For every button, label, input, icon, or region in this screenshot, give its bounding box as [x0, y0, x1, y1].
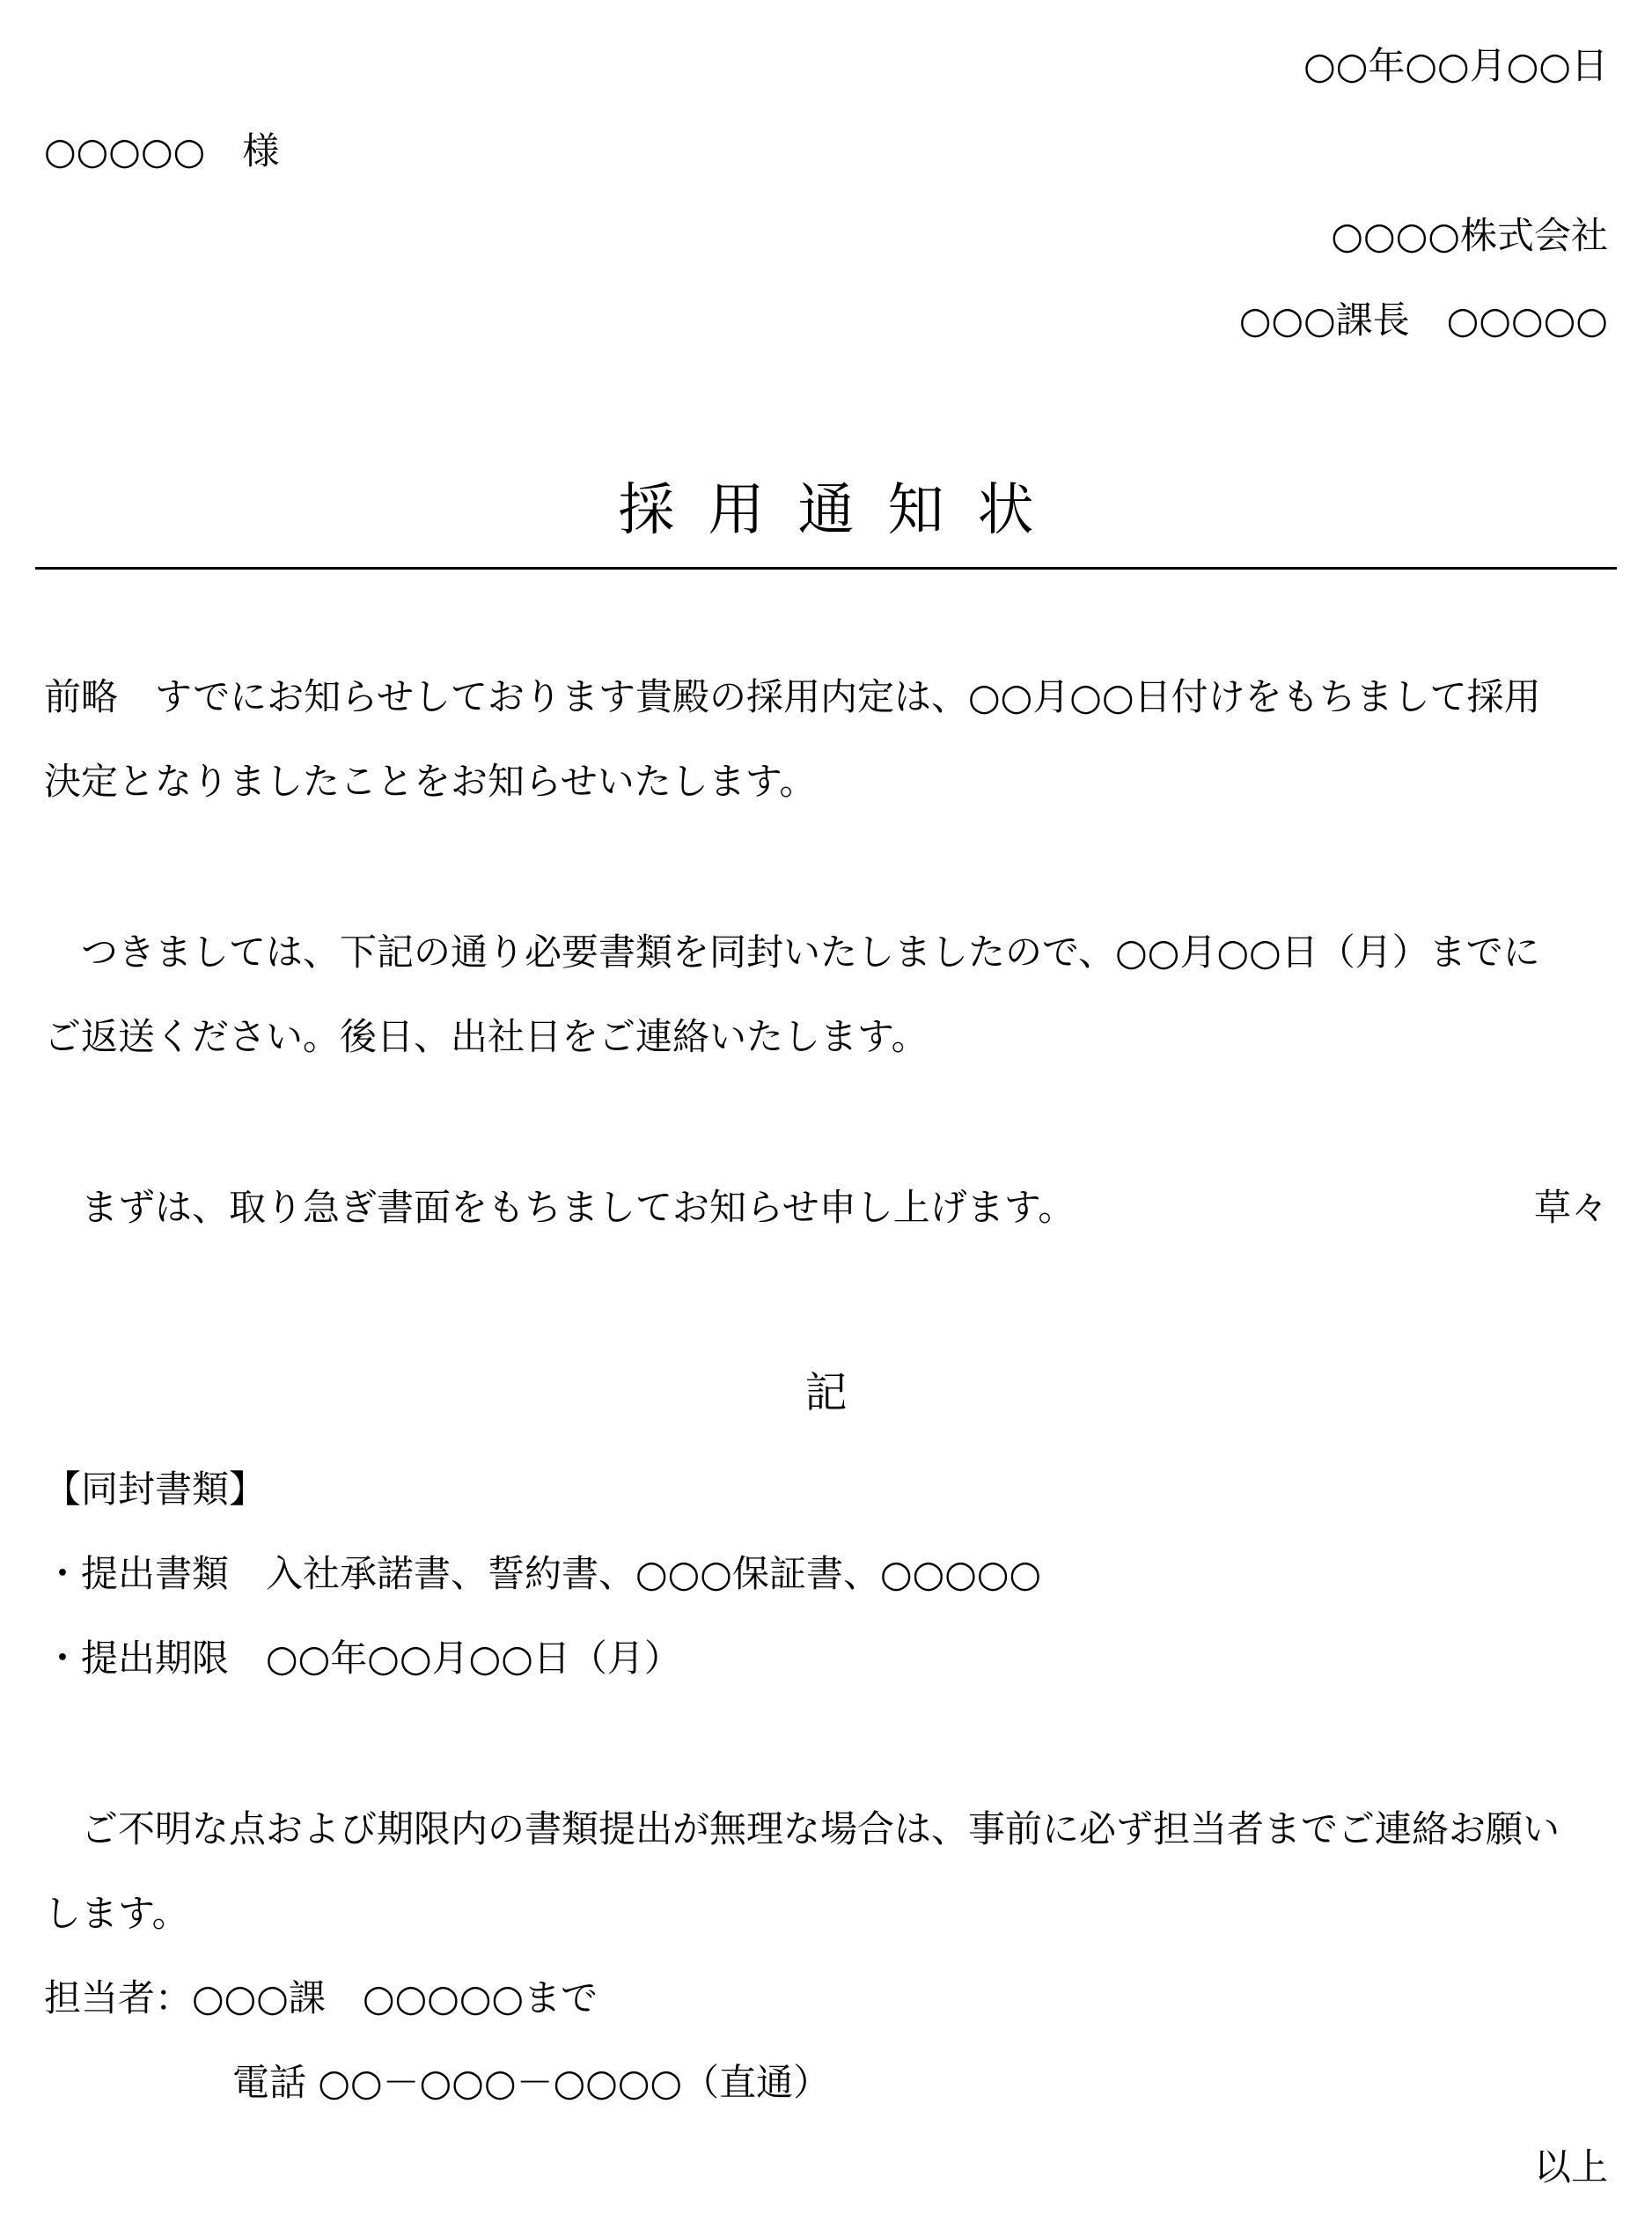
contact-phone: 電話 ○○－○○○－○○○○（直通）: [232, 2061, 831, 2104]
contact-note-line-2: します。: [44, 1892, 189, 1935]
document-title: 採用通知状: [618, 478, 1068, 543]
paragraph-1-line-1: 前略 すでにお知らせしております貴殿の採用内定は、○○月○○日付けをもちまして採用: [44, 675, 1541, 718]
ki-heading: 記: [804, 1368, 848, 1417]
end-mark: 以上: [1533, 2145, 1608, 2189]
contact-person: 担当者：○○○課 ○○○○○まで: [44, 1976, 598, 2019]
sender-name: ○○○課長 ○○○○○: [1238, 298, 1608, 342]
contact-note-line-1: ご不明な点および期限内の書類提出が無理な場合は、事前に必ず担当者までご連絡お願い: [44, 1807, 1560, 1850]
paragraph-2-line-1: つきましては、下記の通り必要書類を同封いたしましたので、○○月○○日（月）までに: [44, 931, 1540, 974]
title-underline: [35, 567, 1617, 570]
paragraph-1-line-2: 決定となりましたことをお知らせいたします。: [44, 760, 817, 803]
enclosed-documents: ・提出書類 入社承諾書、誓約書、○○○保証書、○○○○○: [44, 1552, 1042, 1595]
recipient-name: ○○○○○ 様: [44, 129, 280, 173]
sender-company: ○○○○株式会社: [1331, 214, 1608, 257]
closing-word: 草々: [1533, 1186, 1608, 1229]
enclosed-deadline: ・提出期限 ○○年○○月○○日（月）: [44, 1637, 681, 1680]
enclosed-heading: 【同封書類】: [44, 1468, 267, 1511]
paragraph-3-line-1: まずは、取り急ぎ書面をもちましてお知らせ申し上げます。: [44, 1186, 1076, 1229]
letter-date: ○○年○○月○○日: [1303, 44, 1608, 87]
paragraph-2-line-2: ご返送ください。後日、出社日をご連絡いたします。: [44, 1015, 929, 1058]
